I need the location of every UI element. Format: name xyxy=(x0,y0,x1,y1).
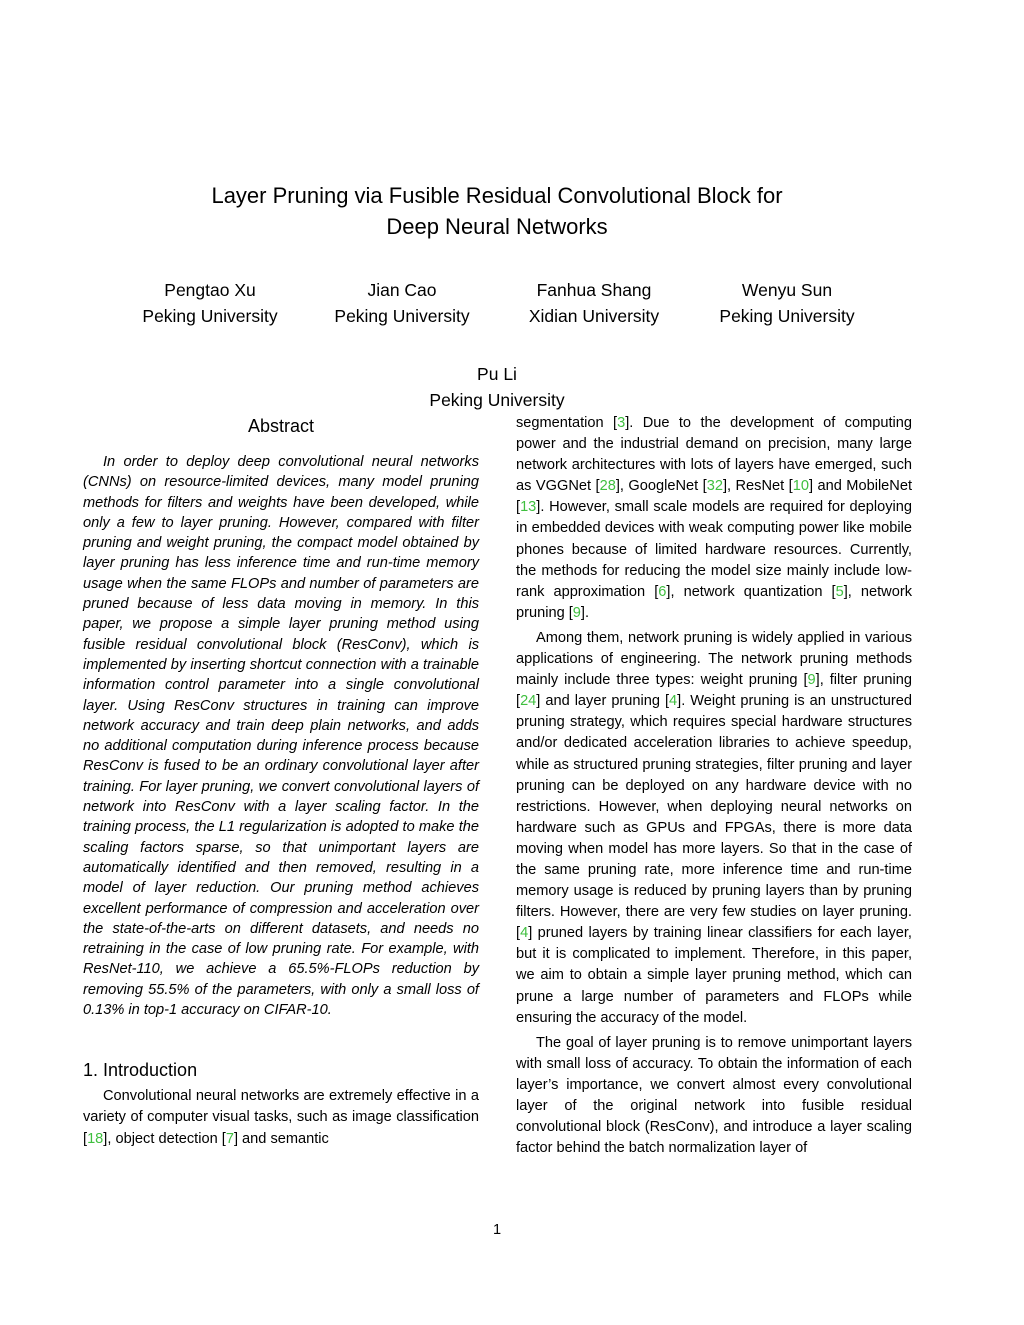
paragraph-text: segmentation [ xyxy=(516,415,618,431)
introduction-heading: 1. Introduction xyxy=(83,1060,198,1081)
paper-title-line-1: Layer Pruning via Fusible Residual Convolutional Block for xyxy=(211,183,783,208)
citation-link[interactable]: 18 xyxy=(87,1130,104,1147)
citation-link[interactable]: 5 xyxy=(835,583,844,600)
introduction-paragraph-1-continued xyxy=(516,413,912,624)
citation-link[interactable]: 4 xyxy=(520,925,529,942)
paragraph-text: ]. Due to the development of computing power and the industrial demand on precision, many large network architectures with lots of layers have emerged, such as VGGNet [ xyxy=(516,415,912,495)
citation-link[interactable]: 28 xyxy=(599,478,616,495)
paragraph-text: Convolutional neural networks are extremely effective in a variety of computer visual tasks, such as image classification [ xyxy=(83,1088,479,1147)
paragraph-text: Among them, network pruning is widely applied in various applications of engineering. The network pruning methods mainly include three types: weight pruning [ xyxy=(516,629,912,689)
citation-link[interactable]: 7 xyxy=(225,1130,234,1147)
author-name: Jian Cao xyxy=(367,280,437,300)
citation-link[interactable]: 3 xyxy=(617,415,626,431)
citation-link[interactable]: 9 xyxy=(572,604,581,621)
author-name: Wenyu Sun xyxy=(741,280,833,300)
author-block xyxy=(307,277,497,329)
paragraph-text: ]. xyxy=(580,604,590,621)
author-block xyxy=(402,361,592,413)
paragraph-text: ], GoogleNet [ xyxy=(615,478,707,495)
paper-title-line-2: Deep Neural Networks xyxy=(386,214,608,239)
author-affiliation: Xidian University xyxy=(528,306,660,326)
author-affiliation: Peking University xyxy=(429,390,565,410)
author-name: Pu Li xyxy=(477,364,517,384)
left-column xyxy=(83,414,479,1154)
paragraph-text: ], network pruning [ xyxy=(516,583,912,621)
paragraph-text: ], filter pruning [ xyxy=(516,672,912,710)
paragraph-text: ] and semantic xyxy=(233,1130,329,1147)
paragraph-text: ] and layer pruning [ xyxy=(536,693,670,710)
citation-link[interactable]: 32 xyxy=(706,478,723,495)
page-number: 1 xyxy=(492,1222,502,1238)
citation-link[interactable]: 13 xyxy=(520,499,537,516)
author-affiliation: Peking University xyxy=(142,306,278,326)
author-name: Pengtao Xu xyxy=(164,280,256,300)
abstract-body: In order to deploy deep convolutional neural networks (CNNs) on resource-limited devices, many model pruning methods for filters and weights have been developed, while only a few to layer pruning. However, compared with filter pruning and weight pruning, the compact model obtained by layer pruning has less inference time and run-time memory usage when the same FLOPs and number of parameters are pruned because of less data moving in memory. In this paper, we propose a simple layer pruning method using fusible residual convolutional block (ResConv), which is implemented by inserting shortcut connection with a trainable information control parameter into a single convolutional layer. Using ResConv structures in training can improve network accuracy and train deep plain networks, and adds no additional computation during inference process because ResConv is fused to be an ordinary convolutional layer after training. For layer pruning, we convert convolutional layers of network into ResConv with a layer scaling factor. In the training process, the L1 regularization is adopted to make the scaling factors sparse, so that unimportant layers are automatically identified and then removed, resulting in a model of layer reduction. Our pruning method achieves excellent performance of compression and acceleration over the state-of-the-arts on different datasets, and needs no retraining in the case of low pruning rate. For example, with ResNet-110, we achieve a 65.5%-FLOPs reduction by removing 55.5% of the parameters, with only a small loss of 0.13% in top-1 accuracy on CIFAR-10. xyxy=(83,454,479,1019)
introduction-paragraph-2 xyxy=(516,628,912,1029)
citation-link[interactable]: 10 xyxy=(792,478,809,495)
paper-title xyxy=(150,180,844,242)
paragraph-text: ], network quantization [ xyxy=(666,583,836,600)
citation-link[interactable]: 4 xyxy=(669,693,678,710)
citation-link[interactable]: 6 xyxy=(658,583,667,600)
citation-link[interactable]: 9 xyxy=(807,672,816,689)
author-block xyxy=(692,277,882,329)
paragraph-text: ]. Weight pruning is an unstructured pruning strategy, which requires special hardware structures and/or dedicated acceleration libraries to achieve speedup, while as structured pruning strategies, filter pruning and layer pruning can be deployed on any hardware device with no restrictions. However, when deploying neural networks on hardware such as GPUs and FPGAs, there is more data moving when model has more layers. So that in the case of the same pruning rate, more inference time and run-time memory usage is reduced by pruning layers than by pruning filters. However, there are very few studies on layer pruning. [ xyxy=(516,693,912,942)
citation-link[interactable]: 24 xyxy=(520,693,537,710)
author-block xyxy=(499,277,689,329)
paragraph-text: ] and MobileNet [ xyxy=(516,478,913,516)
author-affiliation: Peking University xyxy=(334,306,470,326)
paragraph-text: ], object detection [ xyxy=(103,1130,226,1147)
author-name: Fanhua Shang xyxy=(536,280,652,300)
right-column xyxy=(516,413,912,1163)
paragraph-text: ], ResNet [ xyxy=(722,478,793,495)
paragraph-text: ]. However, small scale models are required for deploying in embedded devices with weak computing power like mobile phones because of limited hardware resources. Currently, the methods for reducing the model size mainly include low-rank approximation [ xyxy=(516,499,912,600)
introduction-paragraph-1 xyxy=(83,1086,479,1149)
paragraph-text: ] pruned layers by training linear classifiers for each layer, but it is complicated to implement. Therefore, in this paper, we aim to obtain a simple layer pruning method, which can prune a large number of parameters and FLOPs while ensuring the accuracy of the model. xyxy=(516,925,912,1026)
author-affiliation: Peking University xyxy=(719,306,855,326)
author-block xyxy=(115,277,305,329)
introduction-paragraph-3: The goal of layer pruning is to remove unimportant layers with small loss of accuracy. To obtain the information of each layer’s importance, we convert almost every convolutional layer of the original network into fusible residual convolutional block (ResConv), and introduce a layer scaling factor behind the batch normalization layer of xyxy=(516,1034,912,1157)
abstract-heading: Abstract xyxy=(247,416,315,436)
